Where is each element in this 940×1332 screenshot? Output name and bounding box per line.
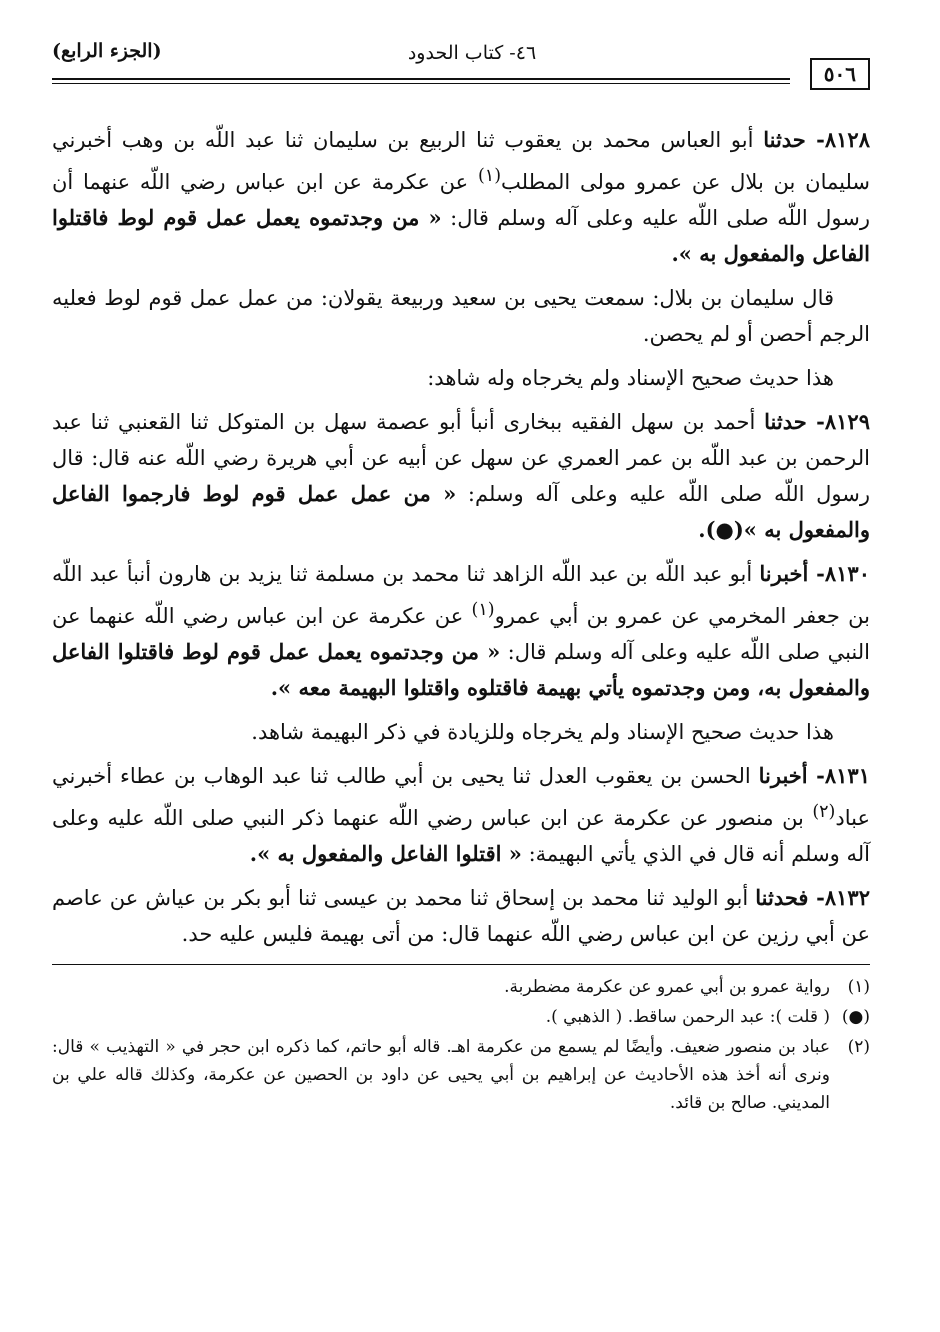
footnote-item (52, 1033, 870, 1117)
hadith-chain-cont: بن منصور عن عكرمة عن ابن عباس رضي اللّه عنهما ذكر النبي صلى اللّه عليه وعلى آله وسلم أنه قال في الذي يأتي البهيمة: (52, 806, 870, 866)
hadith-quote: « اقتلوا الفاعل والمفعول به ». (249, 841, 522, 866)
hadith-chain: أبو عبد اللّه بن عبد اللّه الزاهد ثنا محمد بن مسلمة ثنا يزيد بن هارون أنبأ عبد اللّه بن جعفر المخرمي عن عمرو بن أبي عمرو (52, 562, 870, 628)
main-text (52, 122, 870, 952)
footnote-mark: (●) (841, 1007, 870, 1027)
hadith-number: ٨١٣٢ (824, 885, 870, 910)
hadith-chain-cont: عن عكرمة عن ابن عباس رضي اللّه عنهما أن رسول اللّه صلى اللّه عليه وعلى آله وسلم قال: (52, 170, 870, 230)
hadith-chain: أبو العباس محمد بن يعقوب ثنا الربيع بن سليمان ثنا عبد اللّه بن وهب أخبرني سليمان بن بلال عن عمرو مولى المطلب (52, 128, 870, 194)
hadith-8131: ٨١٣١- أخبرنا الحسن بن يعقوب العدل ثنا يحيى بن أبي طالب ثنا عبد الوهاب بن عطاء أخبرني عباد$^{(٢)}$ بن منصور عن عكرمة عن ابن عباس رضي اللّه عنهما ذكر النبي صلى اللّه عليه وعلى آله وسلم أنه قال في الذي يأتي البهيمة: « اقتلوا الفاعل والمفعول به ». (52, 763, 870, 866)
hadith-number: ٨١٣٠ (824, 561, 870, 586)
chapter-title: ٤٦- كتاب الحدود (407, 42, 537, 64)
footnotes (52, 973, 870, 1117)
hadith-intro: حدثنا (764, 409, 807, 434)
hadith-8130: ٨١٣٠- أخبرنا أبو عبد اللّه بن عبد اللّه الزاهد ثنا محمد بن مسلمة ثنا يزيد بن هارون أنبأ عبد اللّه بن جعفر المخرمي عن عمرو بن أبي عمرو$^{(١)}$ عن عكرمة عن ابن عباس رضي اللّه عنهما عن النبي صلى اللّه عليه وعلى آله وسلم قال: « من وجدتموه يعمل عمل قوم لوط فاقتلوا الفاعل والمفعول به، ومن وجدتموه يأتي بهيمة فاقتلوه واقتلوا البهيمة معه ». (52, 561, 870, 700)
header-rule (52, 78, 790, 84)
hadith-quote: « من عمل عمل قوم لوط فارجموا الفاعل والمفعول به »(●). (52, 481, 870, 542)
hadith-chain: الحسن بن يعقوب العدل ثنا يحيى بن أبي طالب ثنا عبد الوهاب بن عطاء أخبرني عباد (52, 764, 870, 830)
hadith-note: هذا حديث صحيح الإسناد ولم يخرجاه وللزيادة في ذكر البهيمة شاهد. (251, 720, 834, 744)
footnote-item (52, 973, 870, 1001)
footnote-item (52, 1003, 870, 1031)
footnote-marker: (٢) (812, 802, 836, 822)
footnote-mark: (٢) (847, 1037, 870, 1057)
footnote-marker: (١) (471, 600, 495, 620)
hadith-chain-cont: عن عكرمة عن ابن عباس رضي اللّه عنهما عن النبي صلى اللّه عليه وعلى آله وسلم قال: (52, 604, 870, 664)
footnote-divider (52, 964, 870, 965)
footnote-text: عباد بن منصور ضعيف. وأيضًا لم يسمع من عكرمة اهـ. قاله أبو حاتم، كما ذكره ابن حجر في « التهذيب » قال: ونرى أنه أخذ هذه الأحاديث عن إبراهيم بن أبي يحيى عن داود بن الحصين عن عكرمة، وكذلك قاله علي بن المديني. صالح بن قائد. (52, 1037, 830, 1113)
hadith-intro: أخبرنا (758, 763, 808, 788)
volume-title: (الجزء الرابع) (52, 40, 162, 62)
hadith-8129: ٨١٢٩- حدثنا أحمد بن سهل الفقيه ببخارى أنبأ أبو عصمة سهل بن المتوكل ثنا القعنبي ثنا عبد الرحمن بن عبد اللّه بن عمر العمري عن سهل عن أبيه عن أبي هريرة رضي اللّه عنه قال: قال رسول اللّه صلى اللّه عليه وعلى آله وسلم: « من عمل عمل قوم لوط فارجموا الفاعل والمفعول به »(●). (52, 409, 870, 542)
page-number: ٥٠٦ (810, 58, 870, 90)
hadith-number: ٨١٣١ (824, 763, 870, 788)
hadith-note: هذا حديث صحيح الإسناد ولم يخرجاه وله شاهد: (427, 366, 834, 390)
hadith-8132: ٨١٣٢- فحدثنا أبو الوليد ثنا محمد بن إسحاق ثنا محمد بن عيسى ثنا أبو بكر بن عياش عن عاصم عن أبي رزين عن ابن عباس رضي اللّه عنهما قال: من أتى بهيمة فليس عليه حد. (52, 885, 870, 946)
hadith-number: ٨١٢٨ (824, 127, 870, 152)
hadith-intro: فحدثنا (755, 885, 809, 910)
hadith-chain: أبو الوليد ثنا محمد بن إسحاق ثنا محمد بن عيسى ثنا أبو بكر بن عياش عن عاصم عن أبي رزين عن ابن عباس رضي اللّه عنهما قال: من أتى بهيمة فليس عليه حد. (52, 886, 870, 946)
book-page (52, 30, 870, 1310)
hadith-number: ٨١٢٩ (824, 409, 870, 434)
page-header (52, 30, 870, 92)
hadith-chain: أحمد بن سهل الفقيه ببخارى أنبأ أبو عصمة سهل بن المتوكل ثنا القعنبي ثنا عبد الرحمن بن عبد اللّه بن عمر العمري عن سهل عن أبيه عن أبي هريرة رضي اللّه عنه قال: قال رسول اللّه صلى اللّه عليه وعلى آله وسلم: (52, 410, 870, 506)
footnote-text: رواية عمرو بن أبي عمرو عن عكرمة مضطربة. (504, 977, 830, 997)
hadith-quote: « من وجدتموه يعمل عمل قوم لوط فاقتلوا الفاعل والمفعول به، ومن وجدتموه يأتي بهيمة فاقتلوه واقتلوا البهيمة معه ». (52, 639, 870, 700)
footnote-mark: (١) (847, 977, 870, 997)
footnote-marker: (١) (477, 166, 502, 186)
hadith-8128: ٨١٢٨- حدثنا أبو العباس محمد بن يعقوب ثنا الربيع بن سليمان ثنا عبد اللّه بن وهب أخبرني سليمان بن بلال عن عمرو مولى المطلب$^{(١)}$ عن عكرمة عن ابن عباس رضي اللّه عنهما أن رسول اللّه صلى اللّه عليه وعلى آله وسلم قال: « من وجدتموه يعمل عمل قوم لوط فاقتلوا الفاعل والمفعول به ». (52, 127, 870, 266)
hadith-intro: أخبرنا (759, 561, 809, 586)
hadith-quote: « من وجدتموه يعمل عمل قوم لوط فاقتلوا الفاعل والمفعول به ». (52, 205, 870, 266)
hadith-intro: حدثنا (763, 127, 806, 152)
footnote-text: ( قلت ): عبد الرحمن ساقط. ( الذهبي ). (545, 1007, 830, 1027)
hadith-note: قال سليمان بن بلال: سمعت يحيى بن سعيد وربيعة يقولان: من عمل عمل قوم لوط فعليه الرجم أحصن أو لم يحصن. (52, 286, 870, 346)
